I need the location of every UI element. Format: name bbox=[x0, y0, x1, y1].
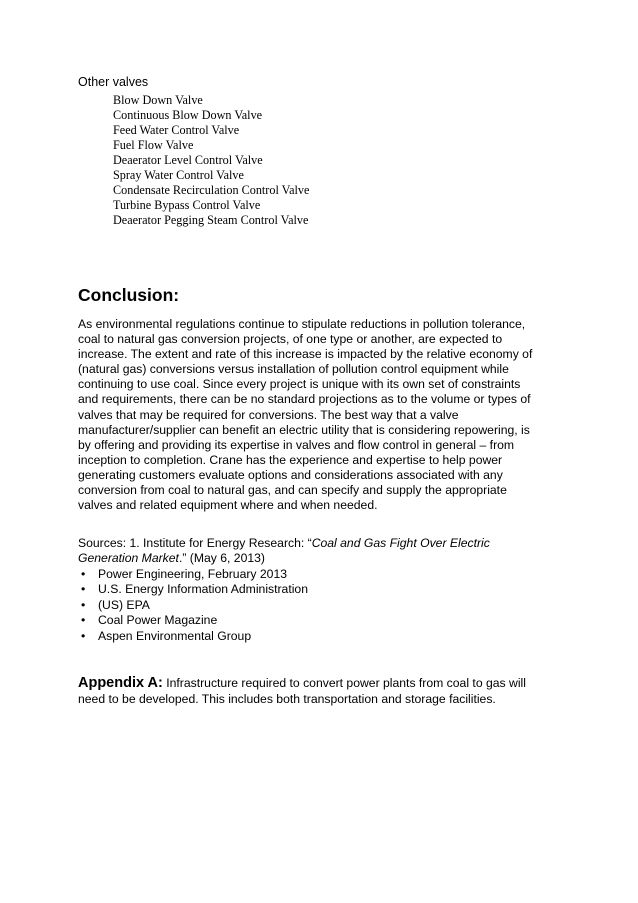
source-item-label: Aspen Environmental Group bbox=[98, 628, 252, 643]
sources-line-2 bbox=[78, 551, 578, 566]
bullet-icon: • bbox=[81, 597, 86, 612]
paragraph-line: manufacturer/supplier can benefit an electric utility that is considering repowering, is bbox=[78, 422, 530, 437]
paragraph-line: by offering and providing its expertise in valves and flow control in general – from bbox=[78, 437, 515, 452]
sources-line-1 bbox=[78, 536, 578, 551]
bullet-icon: • bbox=[81, 567, 86, 581]
sources-block bbox=[78, 536, 578, 567]
paragraph-line: valves that may be required for conversions. The best way that a valve bbox=[78, 407, 459, 422]
list-item: Blow Down Valve bbox=[113, 93, 203, 107]
list-item bbox=[78, 598, 308, 613]
other-valves-heading: Other valves bbox=[78, 75, 149, 89]
valve-list bbox=[113, 93, 309, 228]
list-item bbox=[78, 613, 308, 628]
source-title-part-1: Coal and Gas Fight Over Electric bbox=[311, 536, 490, 550]
appendix-text-1: Infrastructure required to convert power plants from coal to gas will bbox=[162, 676, 526, 690]
appendix-block bbox=[78, 675, 578, 707]
paragraph-line: increase. The extent and rate of this increase is impacted by the relative economy of bbox=[78, 347, 533, 362]
list-item bbox=[78, 629, 308, 644]
list-item: Condensate Recirculation Control Valve bbox=[113, 183, 310, 197]
bullet-icon: • bbox=[81, 613, 86, 628]
paragraph-line: continuing to use coal. Since every project is unique with its own set of constraints bbox=[78, 377, 521, 392]
paragraph-line: conversion from coal to natural gas, and can specify and supply the appropriate bbox=[78, 483, 507, 498]
paragraph-line: valves and related equipment where and when needed. bbox=[78, 498, 378, 513]
appendix-line-1 bbox=[78, 675, 578, 691]
list-item: Deaerator Pegging Steam Control Valve bbox=[113, 213, 309, 227]
appendix-line-2: need to be developed. This includes both transportation and storage facilities. bbox=[78, 692, 496, 706]
list-item bbox=[78, 567, 308, 582]
list-item: Feed Water Control Valve bbox=[113, 123, 240, 137]
paragraph-line: coal to natural gas conversion projects, of one type or another, are expected to bbox=[78, 332, 503, 347]
source-item-label: U.S. Energy Information Administration bbox=[98, 582, 308, 597]
list-item: Continuous Blow Down Valve bbox=[113, 108, 263, 122]
sources-prefix: Sources: 1. Institute for Energy Research: “ bbox=[78, 536, 312, 550]
list-item: Fuel Flow Valve bbox=[113, 138, 194, 152]
paragraph-line: and requirements, there can be no standard projections as to the volume or types of bbox=[78, 392, 531, 407]
source-title-part-2: Generation Market bbox=[78, 551, 179, 566]
paragraph-line: inception to completion. Crane has the experience and expertise to help power bbox=[78, 452, 503, 467]
paragraph-line: As environmental regulations continue to stipulate reductions in pollution tolerance, bbox=[78, 317, 526, 331]
source-item-label: Power Engineering, February 2013 bbox=[98, 567, 288, 581]
conclusion-heading: Conclusion: bbox=[78, 285, 180, 305]
sources-bullet-list bbox=[78, 567, 308, 644]
conclusion-paragraph bbox=[78, 317, 568, 513]
source-item-label: (US) EPA bbox=[98, 597, 150, 612]
bullet-icon: • bbox=[81, 628, 86, 643]
source-item-label: Coal Power Magazine bbox=[98, 613, 218, 628]
bullet-icon: • bbox=[81, 582, 86, 597]
list-item: Spray Water Control Valve bbox=[113, 168, 244, 182]
paragraph-line: generating customers evaluate options and considerations associated with any bbox=[78, 467, 503, 482]
paragraph-line: (natural gas) conversions versus installation of pollution control equipment while bbox=[78, 362, 509, 377]
source-date: .” (May 6, 2013) bbox=[178, 551, 265, 566]
appendix-heading: Appendix A: bbox=[78, 675, 163, 691]
list-item: Deaerator Level Control Valve bbox=[113, 153, 263, 167]
list-item bbox=[78, 582, 308, 597]
list-item: Turbine Bypass Control Valve bbox=[113, 198, 261, 212]
